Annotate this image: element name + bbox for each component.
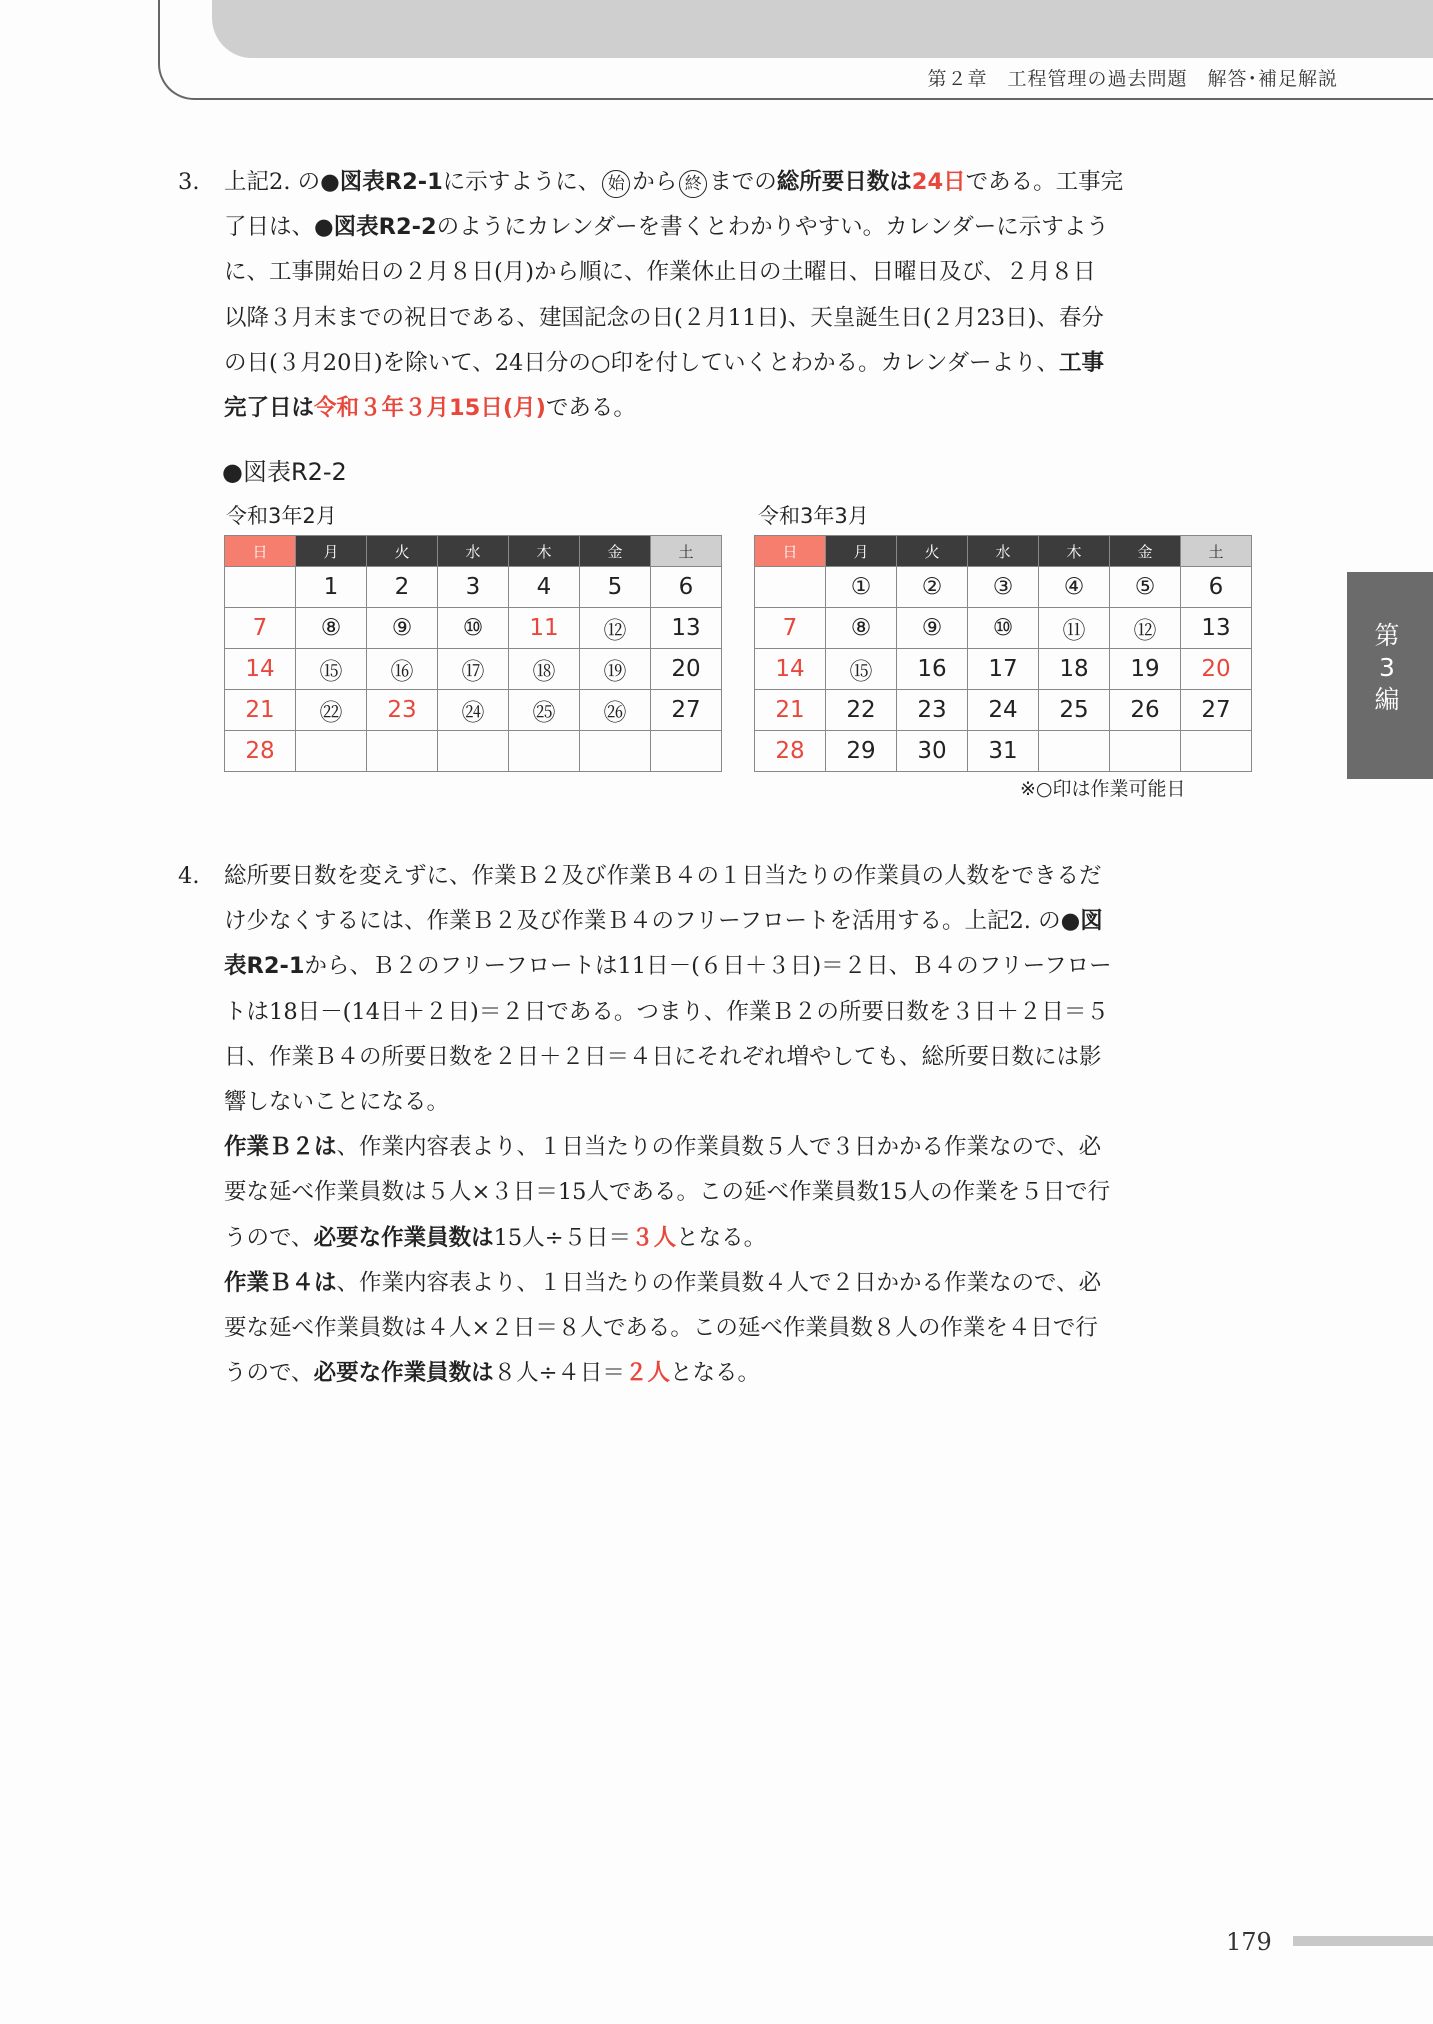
text-line	[224, 990, 1256, 1035]
weekday-header: 日	[225, 536, 296, 567]
calendar-day: ⑩	[438, 608, 509, 649]
calendar-day: 7	[225, 608, 296, 649]
chapter-title: 第２章 工程管理の過去問題 解答･補足解説	[927, 68, 1338, 90]
text-run: 了日は、	[224, 214, 315, 241]
calendar-day: 11	[509, 608, 580, 649]
calendar-day: 20	[1181, 649, 1252, 690]
calendar-week	[225, 649, 722, 690]
calendar-day: 17	[968, 649, 1039, 690]
calendar-day: 3	[438, 567, 509, 608]
calendar-day	[509, 731, 580, 772]
calendar-week	[225, 731, 722, 772]
text-run: 要な延べ作業員数は４人×２日＝８人である。この延べ作業員数８人の作業を４日で行	[224, 1315, 1098, 1342]
text-line	[224, 1035, 1256, 1080]
text-run: 総所要日数を変えずに、作業Ｂ２及び作業Ｂ４の１日当たりの作業員の人数をできるだ	[224, 863, 1102, 889]
calendar-day: 22	[826, 690, 897, 731]
section-number: 4.	[178, 863, 200, 889]
text-line	[224, 296, 1256, 341]
weekday-header: 金	[580, 536, 651, 567]
text-line	[224, 944, 1256, 989]
calendar-day: 27	[1181, 690, 1252, 731]
calendar-day: ②	[897, 567, 968, 608]
calendar-day: ⑤	[1110, 567, 1181, 608]
text-run: 作業Ｂ２は	[224, 1134, 337, 1161]
calendar-week	[755, 731, 1252, 772]
calendar-week	[755, 567, 1252, 608]
text-line	[224, 1306, 1256, 1351]
calendar-day: 29	[826, 731, 897, 772]
text-run: 、作業内容表より、１日当たりの作業員数５人で３日かかる作業なので、必	[336, 1134, 1102, 1161]
weekday-header: 火	[367, 536, 438, 567]
text-run: 令和３年３月15日(月)	[314, 395, 546, 422]
calendar-day: 21	[225, 690, 296, 731]
text-run: トは18日－(14日＋２日)＝２日である。つまり、作業Ｂ２の所要日数を３日＋２日＝５	[224, 998, 1109, 1025]
calendar-week	[225, 567, 722, 608]
side-tab-label: 第3編	[1374, 621, 1400, 714]
calendar-week	[755, 690, 1252, 731]
text-run: うので、	[224, 1360, 314, 1387]
text-line	[224, 1170, 1256, 1215]
text-run: ８人÷４日＝	[493, 1360, 625, 1387]
weekday-header: 水	[438, 536, 509, 567]
text-run: 以降３月末までの祝日である、建国記念の日(２月11日)、天皇誕生日(２月23日)、春分	[224, 304, 1104, 331]
calendar-day: 2	[367, 567, 438, 608]
calendar-day: 28	[755, 731, 826, 772]
weekday-header: 土	[1181, 536, 1252, 567]
text-run: 必要な作業員数は	[313, 1224, 494, 1251]
weekday-header: 土	[651, 536, 722, 567]
weekday-header: 金	[1110, 536, 1181, 567]
calendar-day: 13	[651, 608, 722, 649]
text-run: ２人	[624, 1360, 670, 1387]
calendar-day: 14	[225, 649, 296, 690]
calendar-day: ⑲	[580, 649, 651, 690]
calendar-day: 26	[1110, 690, 1181, 731]
calendar-day	[438, 731, 509, 772]
calendar-day: 5	[580, 567, 651, 608]
calendar-day: 24	[968, 690, 1039, 731]
calendar-day	[1110, 731, 1181, 772]
text-run: ３人	[631, 1224, 677, 1251]
calendar-day: 18	[1039, 649, 1110, 690]
calendar-day: ⑧	[296, 608, 367, 649]
calendar-day	[651, 731, 722, 772]
calendar-caption-feb: 令和3年2月	[226, 504, 337, 528]
section-number: 3.	[178, 169, 200, 195]
text-run: 上記2. の	[224, 169, 321, 195]
figure-label: ●図表R2-2	[222, 458, 347, 486]
calendar-day: ㉔	[438, 690, 509, 731]
calendar-feb	[224, 535, 722, 772]
text-run: け少なくするには、作業Ｂ２及び作業Ｂ４のフリーフロートを活用する。上記2. の	[224, 908, 1061, 935]
calendar-day: ㉕	[509, 690, 580, 731]
calendar-week	[225, 690, 722, 731]
text-run: となる。	[669, 1360, 760, 1387]
text-run: ●図	[1060, 908, 1103, 935]
text-run: 作業Ｂ４は	[224, 1269, 337, 1296]
calendar-day: 20	[651, 649, 722, 690]
calendar-day: ⑫	[580, 608, 651, 649]
calendar-day: 30	[897, 731, 968, 772]
calendar-day: 21	[755, 690, 826, 731]
text-run: うので、	[224, 1224, 314, 1251]
calendar-mar	[754, 535, 1252, 772]
calendar-day: 6	[651, 567, 722, 608]
text-run: までの	[709, 169, 777, 195]
calendar-day: ⑮	[826, 649, 897, 690]
circled-char: 始	[602, 170, 630, 198]
calendar-day: ⑨	[367, 608, 438, 649]
text-run: 響しないことになる。	[224, 1089, 450, 1116]
calendar-day: ⑨	[897, 608, 968, 649]
text-run: 、作業内容表より、１日当たりの作業員数４人で２日かかる作業なので、必	[336, 1269, 1102, 1296]
calendar-day	[367, 731, 438, 772]
calendar-day: 23	[897, 690, 968, 731]
text-line	[224, 205, 1256, 250]
calendar-day: ⑫	[1110, 608, 1181, 649]
calendar-day: ㉖	[580, 690, 651, 731]
text-run: 24日	[911, 169, 966, 195]
calendar-day: 7	[755, 608, 826, 649]
calendar-day	[755, 567, 826, 608]
text-run: のようにカレンダーを書くとわかりやすい。カレンダーに示すよう	[436, 214, 1109, 241]
text-run: に、工事開始日の２月８日(月)から順に、作業休止日の土曜日、日曜日及び、２月８日	[224, 259, 1096, 286]
text-line	[224, 854, 1256, 899]
text-run: から	[632, 169, 678, 195]
calendar-day: 23	[367, 690, 438, 731]
calendar-day: ①	[826, 567, 897, 608]
text-line	[224, 899, 1256, 944]
calendar-day: ⑯	[367, 649, 438, 690]
text-line	[224, 160, 1256, 205]
section-4	[178, 854, 1256, 1396]
calendar-day: 16	[897, 649, 968, 690]
text-run: である。	[545, 395, 636, 422]
calendar-note: ※○印は作業可能日	[1020, 778, 1186, 800]
calendar-day: 6	[1181, 567, 1252, 608]
calendar-day: 28	[225, 731, 296, 772]
page-number-bar	[1293, 1936, 1433, 1946]
text-line	[224, 1351, 1256, 1396]
text-run: となる。	[676, 1224, 767, 1251]
text-line	[224, 1080, 1256, 1125]
weekday-header: 火	[897, 536, 968, 567]
circled-char: 終	[679, 170, 707, 198]
text-line	[224, 1261, 1256, 1306]
section-body	[224, 160, 1256, 431]
weekday-header: 木	[1039, 536, 1110, 567]
calendar-day	[225, 567, 296, 608]
text-line	[224, 250, 1256, 295]
calendar-day: 1	[296, 567, 367, 608]
calendar-day	[1039, 731, 1110, 772]
calendar-caption-mar: 令和3年3月	[758, 504, 869, 528]
text-run: である。工事完	[965, 169, 1124, 195]
calendar-day: 14	[755, 649, 826, 690]
calendar-day	[1181, 731, 1252, 772]
calendar-week	[755, 649, 1252, 690]
weekday-header: 日	[755, 536, 826, 567]
text-line	[224, 1125, 1256, 1170]
text-run: 表R2-1	[224, 953, 305, 980]
calendar-day: ⑰	[438, 649, 509, 690]
calendar-day: ⑪	[1039, 608, 1110, 649]
calendar-day: 13	[1181, 608, 1252, 649]
calendar-day: ⑩	[968, 608, 1039, 649]
calendar-day: ⑧	[826, 608, 897, 649]
text-run: の日(３月20日)を除いて、24日分の○印を付していくとわかる。カレンダーより、	[224, 349, 1060, 376]
text-run: 日、作業Ｂ４の所要日数を２日＋２日＝４日にそれぞれ増やしても、総所要日数には影	[224, 1043, 1102, 1070]
page-number: 179	[1226, 1928, 1272, 1956]
weekday-header: 木	[509, 536, 580, 567]
calendar-day: 19	[1110, 649, 1181, 690]
text-run: 総所要日数は	[776, 169, 912, 195]
text-run: 工事	[1059, 349, 1105, 376]
text-run: 完了日は	[224, 395, 315, 422]
calendar-day: ⑮	[296, 649, 367, 690]
calendar-week	[225, 608, 722, 649]
text-run: から、Ｂ２のフリーフロートは11日－(６日＋３日)＝２日、Ｂ４のフリーフロー	[304, 953, 1112, 980]
calendar-day	[296, 731, 367, 772]
text-run: 15人÷５日＝	[493, 1224, 632, 1251]
weekday-header: 月	[296, 536, 367, 567]
text-run: 必要な作業員数は	[313, 1360, 494, 1387]
calendar-day: 31	[968, 731, 1039, 772]
text-run: に示すように、	[442, 169, 601, 195]
calendar-week	[755, 608, 1252, 649]
calendar-day: ③	[968, 567, 1039, 608]
calendar-day: ④	[1039, 567, 1110, 608]
calendar-day: 27	[651, 690, 722, 731]
calendar-day: ⑱	[509, 649, 580, 690]
calendar-day: 25	[1039, 690, 1110, 731]
section-body	[224, 854, 1256, 1396]
weekday-header: 水	[968, 536, 1039, 567]
text-run: ●図表R2-2	[314, 214, 437, 241]
text-run: 要な延べ作業員数は５人×３日＝15人である。この延べ作業員数15人の作業を５日で行	[224, 1179, 1111, 1206]
calendar-day: ㉒	[296, 690, 367, 731]
text-line	[224, 1216, 1256, 1261]
text-line	[224, 341, 1256, 386]
calendar-day: 4	[509, 567, 580, 608]
text-run: ●図表R2-1	[320, 169, 443, 195]
weekday-header: 月	[826, 536, 897, 567]
text-line	[224, 386, 1256, 431]
calendar-day	[580, 731, 651, 772]
section-3	[178, 160, 1256, 431]
